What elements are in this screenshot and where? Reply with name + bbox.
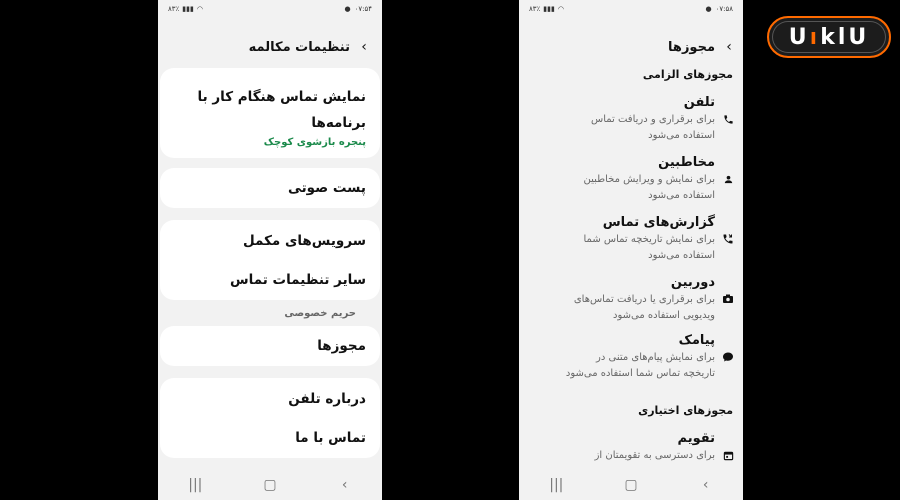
navigation-bar bbox=[158, 470, 382, 500]
recents-icon[interactable]: ||| bbox=[549, 477, 564, 493]
call-settings-screen bbox=[158, 0, 382, 500]
permission-desc: استفاده می‌شود bbox=[648, 130, 715, 141]
permission-contacts[interactable] bbox=[527, 154, 715, 204]
wifi-icon: ◠ bbox=[196, 5, 203, 13]
setting-permissions[interactable]: مجوزها bbox=[317, 338, 366, 354]
home-icon[interactable]: ▢ bbox=[624, 477, 638, 493]
message-icon bbox=[721, 350, 735, 364]
permission-title: پیامک bbox=[678, 333, 715, 348]
section-label-optional: مجوزهای اختیاری bbox=[638, 404, 733, 417]
page-title: مجوزها bbox=[668, 39, 715, 55]
settings-card bbox=[160, 68, 380, 158]
setting-about-phone[interactable]: درباره تلفن bbox=[288, 391, 366, 407]
signal-icon: ▮▮▮ bbox=[182, 5, 194, 13]
permission-title: دوربین bbox=[670, 275, 715, 290]
status-time: ۰۷:۵۸ bbox=[715, 5, 733, 13]
permission-desc: برای برقراری یا دریافت تماس‌های bbox=[573, 294, 715, 305]
permission-desc: برای نمایش و ویرایش مخاطبین bbox=[583, 174, 715, 185]
setting-supplementary-services[interactable]: سرویس‌های مکمل bbox=[242, 233, 366, 249]
section-label-required: مجوزهای الزامی bbox=[642, 68, 733, 81]
settings-card bbox=[160, 326, 380, 366]
back-icon[interactable]: ‹ bbox=[702, 477, 709, 493]
settings-card bbox=[160, 378, 380, 458]
page-header bbox=[170, 36, 370, 58]
permission-desc: برای برقراری و دریافت تماس bbox=[590, 114, 715, 125]
status-bar bbox=[519, 0, 743, 18]
permission-phone[interactable] bbox=[527, 94, 715, 144]
recents-icon[interactable]: ||| bbox=[188, 477, 203, 493]
navigation-bar bbox=[519, 470, 743, 500]
permission-call-logs[interactable] bbox=[527, 214, 715, 264]
permission-sms[interactable] bbox=[527, 332, 715, 382]
notification-icon: ● bbox=[344, 5, 351, 13]
permission-calendar[interactable] bbox=[527, 430, 715, 464]
battery-level: ۸۳٪ bbox=[529, 5, 541, 13]
setting-label: نمایش تماس هنگام کار با برنامه‌ها bbox=[197, 89, 366, 131]
page-title: تنظیمات مکالمه bbox=[248, 39, 350, 55]
home-icon[interactable]: ▢ bbox=[263, 477, 277, 493]
back-icon[interactable]: ‹ bbox=[341, 477, 348, 493]
permission-desc: استفاده می‌شود bbox=[648, 250, 715, 261]
permission-camera[interactable] bbox=[527, 274, 715, 324]
battery-level: ۸۳٪ bbox=[168, 5, 180, 13]
permission-desc: تاریخچه تماس شما استفاده می‌شود bbox=[565, 368, 715, 379]
permission-desc: استفاده می‌شود bbox=[648, 190, 715, 201]
back-chevron-icon[interactable]: › bbox=[361, 39, 367, 55]
status-bar bbox=[158, 0, 382, 18]
setting-contact-us[interactable]: تماس با ما bbox=[295, 430, 366, 446]
setting-other-call-settings[interactable]: سایر تنظیمات تماس bbox=[230, 272, 366, 288]
back-chevron-icon[interactable]: › bbox=[726, 39, 732, 55]
settings-card bbox=[160, 168, 380, 208]
notification-icon: ● bbox=[705, 5, 712, 13]
call-log-icon bbox=[721, 232, 735, 246]
setting-voicemail[interactable]: پست صوتی bbox=[287, 180, 366, 196]
phone-icon bbox=[721, 112, 735, 126]
calendar-icon bbox=[721, 448, 735, 462]
permission-title: گزارش‌های تماس bbox=[602, 215, 715, 230]
permission-desc: برای نمایش پیام‌های متنی در bbox=[596, 352, 715, 363]
wifi-icon: ◠ bbox=[557, 5, 564, 13]
setting-popup-call[interactable] bbox=[174, 84, 366, 150]
permission-title: تقویم bbox=[677, 431, 715, 446]
permission-title: تلفن bbox=[683, 95, 715, 110]
permission-desc: برای دسترسی به تقویمتان از bbox=[594, 450, 715, 461]
person-icon bbox=[721, 172, 735, 186]
section-label-privacy: حریم خصوصی bbox=[284, 308, 356, 319]
page-header bbox=[531, 36, 735, 58]
permissions-screen bbox=[519, 0, 743, 500]
brand-logo bbox=[767, 16, 891, 58]
signal-icon: ▮▮▮ bbox=[543, 5, 555, 13]
camera-icon bbox=[721, 292, 735, 306]
permission-desc: ویدیویی استفاده می‌شود bbox=[613, 310, 715, 321]
permission-desc: برای نمایش تاریخچه تماس شما bbox=[583, 234, 715, 245]
status-time: ۰۷:۵۴ bbox=[354, 5, 372, 13]
setting-value: پنجره بازشوی کوچک bbox=[263, 137, 366, 148]
settings-card bbox=[160, 220, 380, 300]
permission-title: مخاطبین bbox=[658, 155, 715, 170]
brand-logo-text: UוklU bbox=[788, 24, 870, 50]
